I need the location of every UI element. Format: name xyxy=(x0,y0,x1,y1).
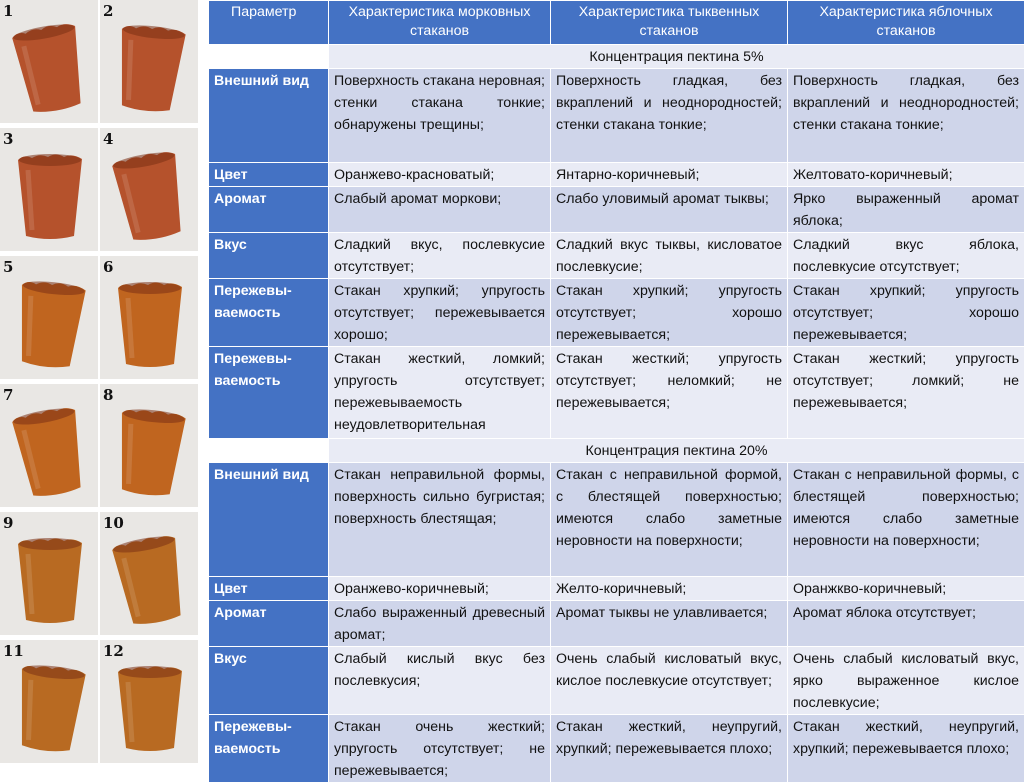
header-carrot: Характеристика морковных стаканов xyxy=(329,1,551,45)
apple-cell: Ярко выраженный аромат яблока; xyxy=(788,187,1024,233)
table-row xyxy=(209,69,1024,163)
table-row xyxy=(209,279,1024,347)
carrot-cell: Стакан хрупкий; упругость отсутствует; пережевывается хорошо; xyxy=(329,279,551,347)
cup-photo xyxy=(0,640,98,763)
header-apple: Характеристика яблочных стаканов xyxy=(788,1,1024,45)
cup-image xyxy=(7,400,94,503)
pumpkin-cell: Янтарно-коричневый; xyxy=(551,163,788,187)
pumpkin-cell: Стакан жесткий; упругость отсутствует; неломкий; не пережевывается; xyxy=(551,347,788,439)
pumpkin-cell: Стакан хрупкий; упругость отсутствует; хорошо пережевывается; xyxy=(551,279,788,347)
param-cell: Внешний вид xyxy=(209,463,329,577)
cup-photo-number: 12 xyxy=(103,642,124,660)
pumpkin-cell: Сладкий вкус тыквы, кисловатое послевкусие; xyxy=(551,233,788,279)
cup-photo xyxy=(0,128,98,251)
apple-cell: Стакан хрупкий; упругость отсутствует; хорошо пережевывается; xyxy=(788,279,1024,347)
comparison-table xyxy=(208,0,1024,783)
cup-image xyxy=(109,18,190,117)
carrot-cell: Стакан неправильной формы, поверхность сильно бугристая; поверхность блестящая; xyxy=(329,463,551,577)
param-cell: Внешний вид xyxy=(209,69,329,163)
cup-photo-number: 6 xyxy=(103,258,113,276)
carrot-cell: Оранжево-коричневый; xyxy=(329,577,551,601)
pumpkin-cell: Аромат тыквы не улавливается; xyxy=(551,601,788,647)
carrot-cell: Слабый кислый вкус без послевкусия; xyxy=(329,647,551,715)
carrot-cell: Стакан очень жесткий; упругость отсутствует; не пережевывается; xyxy=(329,715,551,783)
cup-image xyxy=(107,528,194,631)
table-row xyxy=(209,187,1024,233)
pumpkin-cell: Стакан с неправильной формой, с блестящей поверхностью; имеются слабо заметные неровности на поверхности; xyxy=(551,463,788,577)
table-row xyxy=(209,347,1024,439)
apple-cell: Поверхность гладкая, без вкраплений и неоднородностей; стенки стакана тонкие; xyxy=(788,69,1024,163)
param-cell: Вкус xyxy=(209,647,329,715)
cup-photo xyxy=(0,256,98,379)
apple-cell: Очень слабый кисловатый вкус, ярко выраженное кислое послевкусие; xyxy=(788,647,1024,715)
header-pumpkin: Характеристика тыквенных стаканов xyxy=(551,1,788,45)
cup-photo xyxy=(100,384,198,507)
table-row xyxy=(209,577,1024,601)
param-cell: Вкус xyxy=(209,233,329,279)
cup-image xyxy=(14,534,86,626)
pumpkin-cell: Стакан жесткий, неупругий, хрупкий; пережевывается плохо; xyxy=(551,715,788,783)
param-cell: Пережевы-ваемость xyxy=(209,347,329,439)
param-cell: Аромат xyxy=(209,601,329,647)
table-row xyxy=(209,233,1024,279)
param-cell: Пережевы-ваемость xyxy=(209,279,329,347)
table-row xyxy=(209,463,1024,577)
cup-photo-number: 11 xyxy=(3,642,24,660)
carrot-cell: Слабо выраженный древесный аромат; xyxy=(329,601,551,647)
cup-photo xyxy=(0,384,98,507)
cup-photo-number: 7 xyxy=(3,386,13,404)
carrot-cell: Поверхность стакана неровная; стенки стакана тонкие; обнаружены трещины; xyxy=(329,69,551,163)
table-row xyxy=(209,647,1024,715)
cup-photo-number: 2 xyxy=(103,2,113,20)
apple-cell: Стакан жесткий; упругость отсутствует; ломкий; не пережевывается; xyxy=(788,347,1024,439)
carrot-cell: Слабый аромат моркови; xyxy=(329,187,551,233)
cup-photo-number: 4 xyxy=(103,130,113,148)
cup-image xyxy=(109,402,190,501)
cup-photo xyxy=(100,256,198,379)
cup-image xyxy=(114,662,186,754)
apple-cell: Стакан с неправильной формы, с блестящей поверхностью; имеются слабо заметные неровности на поверхности; xyxy=(788,463,1024,577)
cup-photo-number: 8 xyxy=(103,386,113,404)
param-cell: Пережевы-ваемость xyxy=(209,715,329,783)
cup-image xyxy=(14,150,86,242)
cup-image xyxy=(7,16,94,119)
concentration-label: Концентрация пектина 5% xyxy=(329,45,1024,69)
apple-cell: Стакан жесткий, неупругий, хрупкий; пережевывается плохо; xyxy=(788,715,1024,783)
cup-photo xyxy=(100,0,198,123)
cup-image xyxy=(9,274,90,373)
table-header-row xyxy=(209,1,1024,45)
cup-photo xyxy=(100,128,198,251)
apple-cell: Желтовато-коричневый; xyxy=(788,163,1024,187)
concentration-spacer xyxy=(209,45,329,69)
cup-photo-number: 5 xyxy=(3,258,13,276)
cup-photo xyxy=(0,0,98,123)
apple-cell: Сладкий вкус яблока, послевкусие отсутствует; xyxy=(788,233,1024,279)
table-row xyxy=(209,715,1024,783)
carrot-cell: Стакан жесткий, ломкий; упругость отсутствует; пережевываемость неудовлетворительная xyxy=(329,347,551,439)
concentration-row xyxy=(209,439,1024,463)
cup-photo xyxy=(100,640,198,763)
param-cell: Цвет xyxy=(209,577,329,601)
table-row xyxy=(209,601,1024,647)
cup-image xyxy=(107,144,194,247)
apple-cell: Аромат яблока отсутствует; xyxy=(788,601,1024,647)
concentration-label: Концентрация пектина 20% xyxy=(329,439,1024,463)
cup-photo-number: 3 xyxy=(3,130,13,148)
param-cell: Цвет xyxy=(209,163,329,187)
pumpkin-cell: Очень слабый кисловатый вкус, кислое послевкусие отсутствует; xyxy=(551,647,788,715)
concentration-spacer xyxy=(209,439,329,463)
cup-image xyxy=(114,278,186,370)
concentration-row xyxy=(209,45,1024,69)
cup-photo-number: 10 xyxy=(103,514,124,532)
cup-photo-grid xyxy=(0,0,210,767)
cup-photo-number: 9 xyxy=(3,514,13,532)
apple-cell: Оранжкво-коричневый; xyxy=(788,577,1024,601)
header-param: Параметр xyxy=(209,1,329,45)
cup-photo xyxy=(0,512,98,635)
cup-image xyxy=(9,658,90,757)
pumpkin-cell: Желто-коричневый; xyxy=(551,577,788,601)
cup-photo xyxy=(100,512,198,635)
table-row xyxy=(209,163,1024,187)
pumpkin-cell: Слабо уловимый аромат тыквы; xyxy=(551,187,788,233)
carrot-cell: Оранжево-красноватый; xyxy=(329,163,551,187)
cup-photo-number: 1 xyxy=(3,2,13,20)
carrot-cell: Сладкий вкус, послевкусие отсутствует; xyxy=(329,233,551,279)
pumpkin-cell: Поверхность гладкая, без вкраплений и неоднородностей; стенки стакана тонкие; xyxy=(551,69,788,163)
param-cell: Аромат xyxy=(209,187,329,233)
